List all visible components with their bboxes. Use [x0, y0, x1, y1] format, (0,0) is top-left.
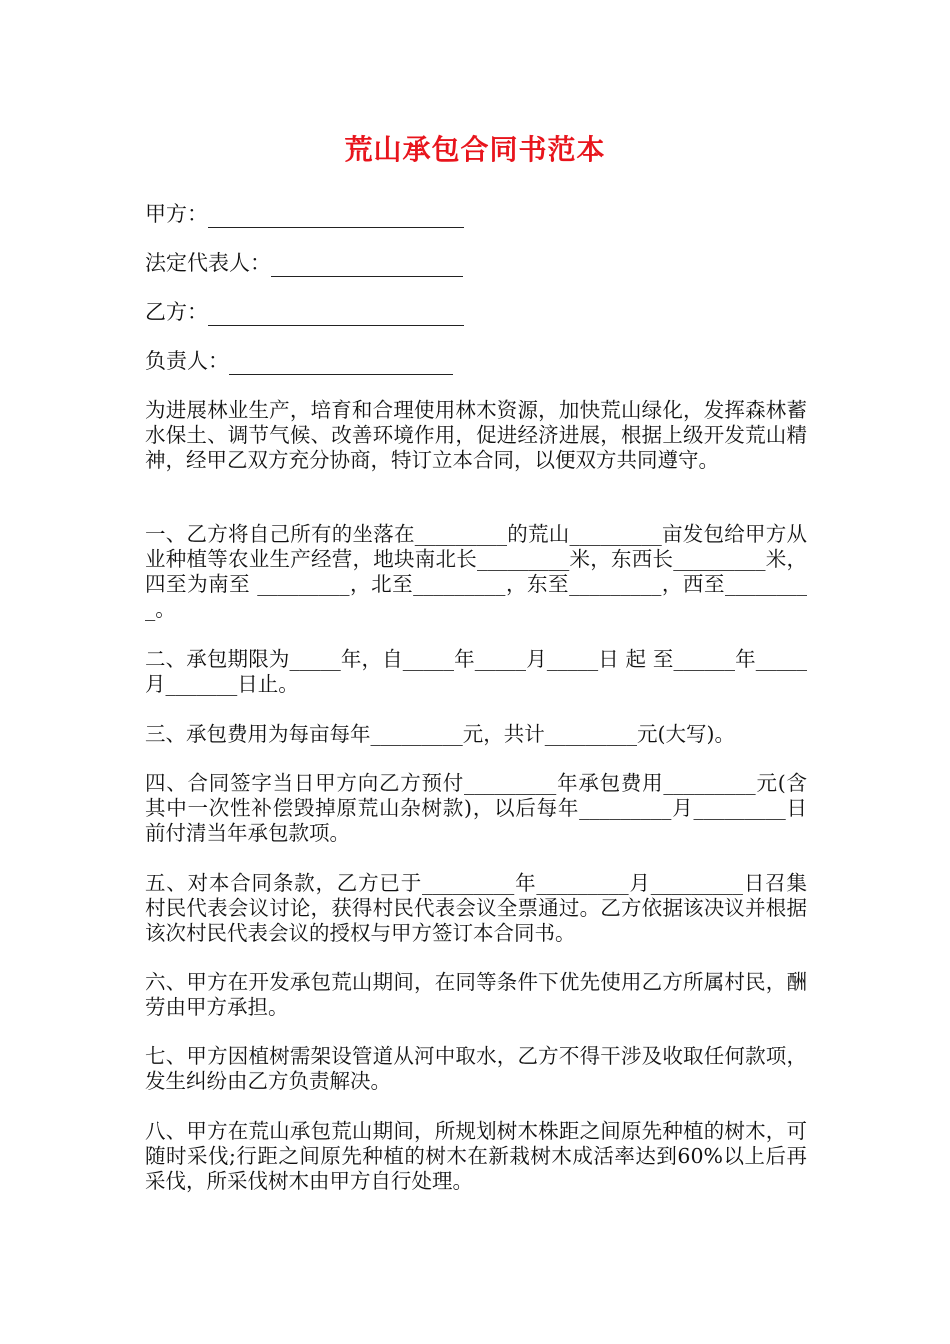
responsible-label: 负责人： [145, 349, 229, 373]
responsible-field [145, 347, 453, 375]
clause-6: 六、甲方在开发承包荒山期间，在同等条件下优先使用乙方所属村民，酬劳由甲方承担。 [145, 970, 807, 1019]
clause-2: 二、承包期限为_____年，自_____年_____月_____日 起 至______年_____月_______日止。 [145, 647, 807, 696]
responsible-blank [229, 352, 453, 375]
legal-rep-field [145, 249, 463, 277]
party-a-label: 甲方： [145, 202, 208, 226]
clause-3: 三、承包费用为每亩每年_________元，共计_________元(大写)。 [145, 722, 735, 746]
party-b-label: 乙方： [145, 300, 208, 324]
document-title: 荒山承包合同书范本 [344, 133, 606, 166]
clause-4: 四、合同签字当日甲方向乙方预付_________年承包费用_________元(含其中一次性补偿毁掉原荒山杂树款)，以后每年_________月_________日前付清当年承包款项。 [145, 771, 807, 845]
legal-rep-blank [271, 254, 463, 277]
party-b-field [145, 298, 464, 326]
clause-8: 八、甲方在荒山承包荒山期间，所规划树木株距之间原先种植的树木，可随时采伐;行距之间原先种植的树木在新栽树木成活率达到60%以上后再采伐，所采伐树木由甲方自行处理。 [145, 1119, 807, 1193]
party-b-blank [208, 303, 464, 326]
clause-1: 一、乙方将自己所有的坐落在_________的荒山_________亩发包给甲方从业种植等农业生产经营，地块南北长_________米，东西长_________米，四至为南至 _________，北至_________，东至_________，西至_________。 [145, 522, 807, 621]
legal-rep-label: 法定代表人： [145, 251, 271, 275]
intro-paragraph: 为进展林业生产，培育和合理使用林木资源，加快荒山绿化，发挥森林蓄水保土、调节气候、改善环境作用，促进经济进展，根据上级开发荒山精神，经甲乙双方充分协商，特订立本合同，以便双方共同遵守。 [145, 398, 807, 472]
clause-5: 五、对本合同条款，乙方已于_________年_________月_________日召集村民代表会议讨论，获得村民代表会议全票通过。乙方依据该决议并根据该次村民代表会议的授权与甲方签订本合同书。 [145, 871, 807, 945]
clause-7: 七、甲方因植树需架设管道从河中取水，乙方不得干涉及收取任何款项，发生纠纷由乙方负责解决。 [145, 1044, 807, 1093]
party-a-blank [208, 205, 464, 228]
party-a-field [145, 200, 464, 228]
